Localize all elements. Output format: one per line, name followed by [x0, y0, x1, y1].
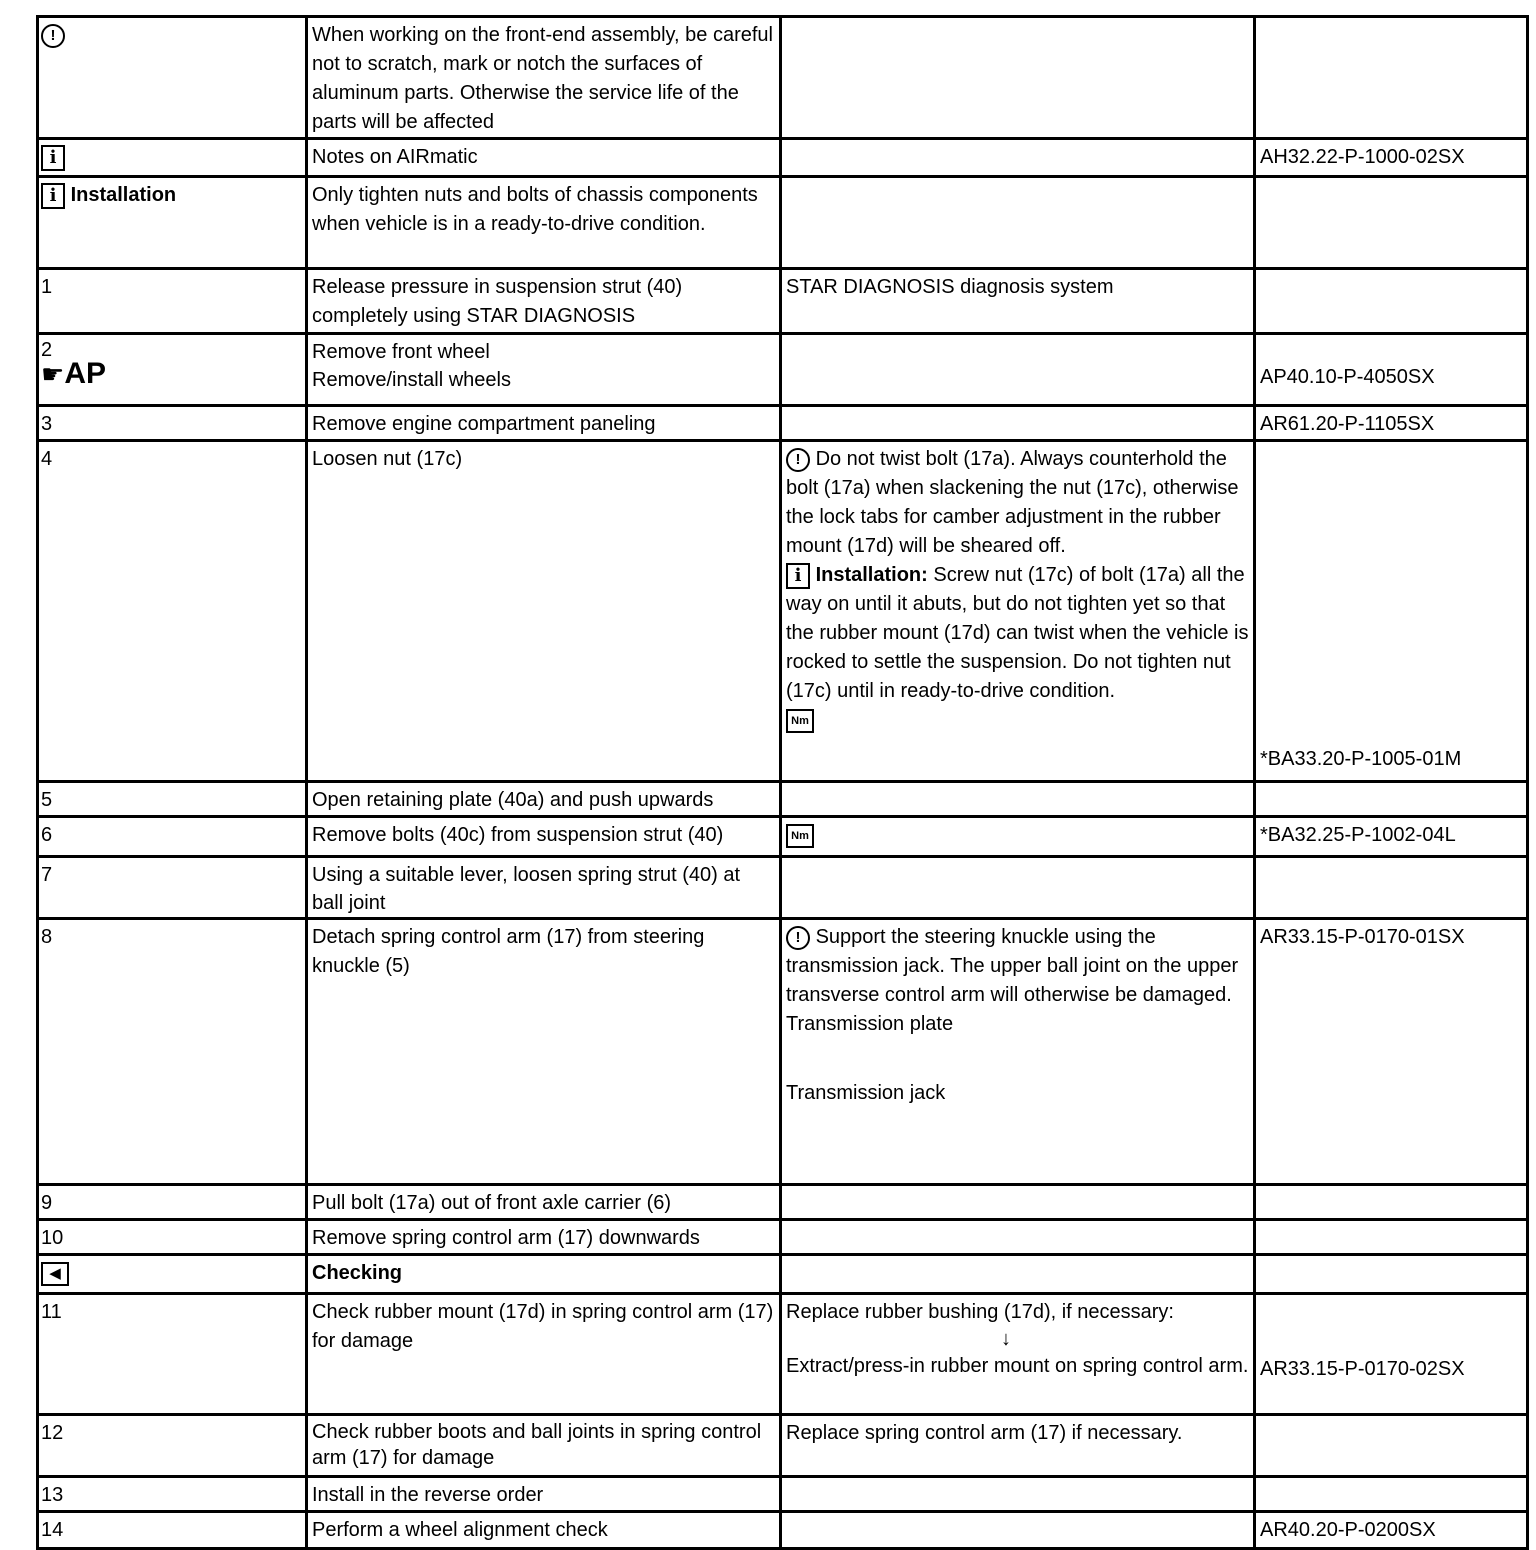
table-row	[38, 919, 1528, 1185]
ap-label: AP	[64, 357, 106, 390]
reference-link[interactable]: AR33.15-P-0170-01SX	[1255, 919, 1528, 1185]
procedure-text: Check rubber boots and ball joints in spring control arm (17) for damage	[307, 1415, 781, 1477]
section-heading: Checking	[307, 1255, 781, 1294]
step-number: 3	[38, 406, 307, 441]
ref-cell	[1255, 177, 1528, 269]
notes-cell	[781, 406, 1255, 441]
notes-cell	[781, 177, 1255, 269]
step-number: 12	[38, 1415, 307, 1477]
notes-cell	[781, 1185, 1255, 1220]
table-row	[38, 1415, 1528, 1477]
reference-link[interactable]: AR40.20-P-0200SX	[1255, 1512, 1528, 1549]
procedure-text: Remove front wheel	[312, 341, 490, 363]
tool-transmission-jack: Transmission jack	[786, 1082, 946, 1104]
notes-cell	[781, 17, 1255, 139]
reference-link[interactable]: AR61.20-P-1105SX	[1255, 406, 1528, 441]
step-number: 2	[41, 339, 53, 361]
table-row	[38, 1512, 1528, 1549]
notes-text: Support the steering knuckle using the transmission jack. The upper ball joint on the upper transverse control arm will otherwise be damaged.	[786, 926, 1239, 1006]
notes-cell	[781, 1255, 1255, 1294]
procedure-text: Remove engine compartment paneling	[307, 406, 781, 441]
procedure-text: Remove/install wheels	[312, 369, 511, 391]
table-row	[38, 1185, 1528, 1220]
reference-link[interactable]: AP40.10-P-4050SX	[1255, 334, 1528, 406]
procedure-text: Perform a wheel alignment check	[307, 1512, 781, 1549]
reference-link[interactable]: *BA32.25-P-1002-04L	[1255, 817, 1528, 857]
ref-cell	[1255, 1415, 1528, 1477]
ref-cell	[1255, 1185, 1528, 1220]
notes-text: Screw nut (17c) of bolt (17a) all the way on until it abuts, but do not tighten yet so that the rubber mount (17d) can twist when the vehicle is rocked to settle the suspension. Do not tighten nut (17c) until in ready-to-drive condition.	[786, 564, 1249, 702]
procedure-text: Open retaining plate (40a) and push upwards	[307, 782, 781, 817]
notes-cell	[781, 334, 1255, 406]
info-icon: i	[786, 563, 810, 589]
pointing-hand-icon: ☛	[41, 359, 65, 389]
section-label: Installation	[70, 184, 177, 206]
procedure-text: Remove spring control arm (17) downwards	[307, 1220, 781, 1255]
procedure-text: When working on the front-end assembly, be careful not to scratch, mark or notch the surfaces of aluminum parts. Otherwise the service life of the parts will be affected	[307, 17, 781, 139]
ref-cell	[1255, 269, 1528, 334]
table-row	[38, 17, 1528, 139]
step-number: 14	[38, 1512, 307, 1549]
notes-cell	[781, 1477, 1255, 1512]
step-number: 1	[38, 269, 307, 334]
arrow-down-icon: ↓	[1001, 1328, 1011, 1350]
procedure-text: Using a suitable lever, loosen spring strut (40) at ball joint	[307, 857, 781, 919]
table-row	[38, 782, 1528, 817]
procedure-text: Pull bolt (17a) out of front axle carrier (6)	[307, 1185, 781, 1220]
notes-text: Replace rubber bushing (17d), if necessary:	[786, 1301, 1174, 1323]
step-number: 7	[38, 857, 307, 919]
notes-cell	[781, 139, 1255, 177]
notes-text: Extract/press-in rubber mount on spring control arm.	[786, 1355, 1249, 1377]
info-icon: i	[41, 183, 65, 209]
table-row	[38, 1477, 1528, 1512]
step-number: 6	[38, 817, 307, 857]
torque-nm-icon: Nm	[786, 824, 814, 848]
notes-cell	[781, 857, 1255, 919]
procedure-table	[36, 15, 1529, 1550]
step-number: 11	[38, 1294, 307, 1415]
step-number: 4	[38, 441, 307, 782]
step-number: 5	[38, 782, 307, 817]
table-row	[38, 1220, 1528, 1255]
notes-cell	[781, 1512, 1255, 1549]
notes-text: Do not twist bolt (17a). Always counterhold the bolt (17a) when slackening the nut (17c), otherwise the lock tabs for camber adjustment in the rubber mount (17d) will be sheared off.	[786, 448, 1239, 557]
table-row	[38, 406, 1528, 441]
table-row	[38, 334, 1528, 406]
table-row	[38, 1255, 1528, 1294]
table-row	[38, 857, 1528, 919]
table-row	[38, 441, 1528, 782]
reference-link[interactable]: AH32.22-P-1000-02SX	[1255, 139, 1528, 177]
procedure-text: Detach spring control arm (17) from steering knuckle (5)	[307, 919, 781, 1185]
table-row	[38, 1294, 1528, 1415]
table-row	[38, 139, 1528, 177]
procedure-text: Only tighten nuts and bolts of chassis components when vehicle is in a ready-to-drive condition.	[307, 177, 781, 269]
torque-nm-icon: Nm	[786, 709, 814, 733]
procedure-text: Remove bolts (40c) from suspension strut (40)	[307, 817, 781, 857]
info-icon: i	[41, 145, 65, 171]
notes-cell	[781, 782, 1255, 817]
notes-text: Replace spring control arm (17) if necessary.	[781, 1415, 1255, 1477]
step-number: 13	[38, 1477, 307, 1512]
table-row	[38, 177, 1528, 269]
table-row	[38, 269, 1528, 334]
checking-icon: ◀	[41, 1262, 69, 1286]
table-row	[38, 817, 1528, 857]
reference-link[interactable]: AR33.15-P-0170-02SX	[1255, 1294, 1528, 1415]
warning-icon: !	[786, 448, 810, 472]
ref-cell	[1255, 1255, 1528, 1294]
ref-cell	[1255, 17, 1528, 139]
notes-cell	[781, 1220, 1255, 1255]
ref-cell	[1255, 782, 1528, 817]
step-number: 10	[38, 1220, 307, 1255]
ref-cell	[1255, 1220, 1528, 1255]
procedure-text: Notes on AIRmatic	[307, 139, 781, 177]
step-number: 8	[38, 919, 307, 1185]
procedure-text: Check rubber mount (17d) in spring control arm (17) for damage	[307, 1294, 781, 1415]
warning-icon: !	[786, 926, 810, 950]
procedure-text: Install in the reverse order	[307, 1477, 781, 1512]
procedure-text: Release pressure in suspension strut (40) completely using STAR DIAGNOSIS	[307, 269, 781, 334]
ref-cell	[1255, 1477, 1528, 1512]
tool-transmission-plate: Transmission plate	[786, 1013, 954, 1035]
reference-link[interactable]: *BA33.20-P-1005-01M	[1255, 441, 1528, 782]
notes-text: STAR DIAGNOSIS diagnosis system	[781, 269, 1255, 334]
step-number: 9	[38, 1185, 307, 1220]
installation-label: Installation:	[815, 564, 928, 586]
procedure-text: Loosen nut (17c)	[307, 441, 781, 782]
ref-cell	[1255, 857, 1528, 919]
warning-icon: !	[41, 24, 65, 48]
